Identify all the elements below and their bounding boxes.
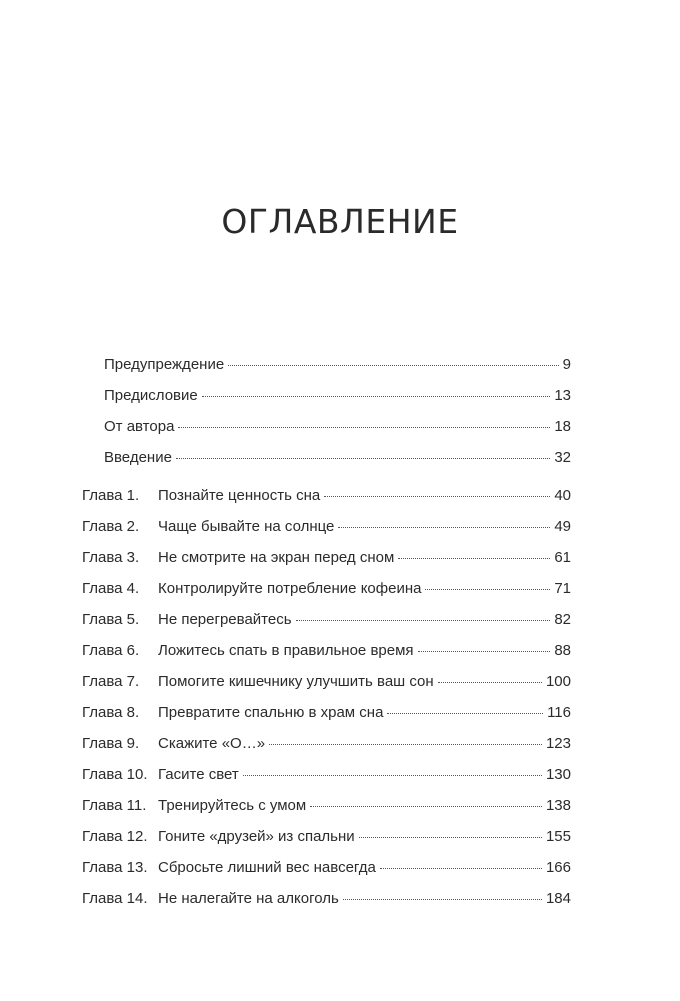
dot-leader <box>425 588 550 590</box>
chapter-label: Глава 9. <box>82 735 140 752</box>
dot-leader <box>202 395 551 397</box>
chapter-title: Ложитесь спать в правильное время <box>158 642 414 659</box>
chapter-page: 130 <box>545 766 571 783</box>
toc-entry-page: 32 <box>554 449 571 466</box>
toc-entry-chapter-1[interactable] <box>82 483 571 509</box>
dot-leader <box>228 364 558 366</box>
dot-leader <box>310 805 542 807</box>
chapter-page: 123 <box>545 735 571 752</box>
page-title: ОГЛАВЛЕНИЕ <box>221 202 459 241</box>
toc-entry-chapter-14[interactable] <box>82 886 571 912</box>
chapter-page: 138 <box>545 797 571 814</box>
dot-leader <box>178 426 550 428</box>
toc-entry-warning[interactable] <box>104 352 571 378</box>
chapter-label: Глава 2. <box>82 518 140 535</box>
chapter-title: Не перегревайтесь <box>158 611 292 628</box>
toc-entry-chapter-7[interactable] <box>82 669 571 695</box>
chapter-page: 166 <box>545 859 571 876</box>
chapter-title: Не налегайте на алкоголь <box>158 890 339 907</box>
chapter-label: Глава 8. <box>82 704 140 721</box>
dot-leader <box>438 681 542 683</box>
toc-entry-chapter-3[interactable] <box>82 545 571 571</box>
dot-leader <box>176 457 550 459</box>
dot-leader <box>359 836 542 838</box>
chapter-label: Глава 7. <box>82 673 140 690</box>
chapter-title: Чаще бывайте на солнце <box>158 518 335 535</box>
dot-leader <box>243 774 542 776</box>
chapter-title: Гасите свет <box>158 766 239 783</box>
toc-entry-chapter-2[interactable] <box>82 514 571 540</box>
chapter-page: 49 <box>554 518 571 535</box>
chapter-label: Глава 14. <box>82 890 148 907</box>
chapter-label: Глава 1. <box>82 487 140 504</box>
toc-entry-from-author[interactable] <box>104 414 571 440</box>
chapter-title: Не смотрите на экран перед сном <box>158 549 395 566</box>
toc-entry-chapter-8[interactable] <box>82 700 571 726</box>
dot-leader <box>418 650 551 652</box>
toc-entry-chapter-5[interactable] <box>82 607 571 633</box>
dot-leader <box>324 495 550 497</box>
chapter-title: Скажите «О…» <box>158 735 266 752</box>
chapter-page: 82 <box>554 611 571 628</box>
toc-entry-chapter-10[interactable] <box>82 762 571 788</box>
toc-entry-page: 9 <box>562 356 571 373</box>
chapter-label: Глава 13. <box>82 859 148 876</box>
toc-entry-page: 18 <box>554 418 571 435</box>
toc-entry-preface[interactable] <box>104 383 571 409</box>
chapter-title: Контролируйте потребление кофеина <box>158 580 422 597</box>
chapter-page: 88 <box>554 642 571 659</box>
toc-entry-page: 13 <box>554 387 571 404</box>
chapter-title: Помогите кишечнику улучшить ваш сон <box>158 673 434 690</box>
chapter-title: Гоните «друзей» из спальни <box>158 828 355 845</box>
toc-entry-chapter-4[interactable] <box>82 576 571 602</box>
toc-entry-title: От автора <box>104 418 175 435</box>
chapter-label: Глава 4. <box>82 580 140 597</box>
dot-leader <box>380 867 542 869</box>
chapter-page: 184 <box>545 890 571 907</box>
toc-entry-title: Предупреждение <box>104 356 225 373</box>
toc-entry-chapter-12[interactable] <box>82 824 571 850</box>
chapter-label: Глава 3. <box>82 549 140 566</box>
toc-entry-introduction[interactable] <box>104 445 571 471</box>
chapter-title: Тренируйтесь с умом <box>158 797 307 814</box>
dot-leader <box>269 743 542 745</box>
chapter-page: 61 <box>554 549 571 566</box>
chapter-label: Глава 12. <box>82 828 148 845</box>
chapter-title: Сбросьте лишний вес навсегда <box>158 859 376 876</box>
toc-entry-chapter-6[interactable] <box>82 638 571 664</box>
chapter-page: 40 <box>554 487 571 504</box>
dot-leader <box>296 619 551 621</box>
toc-entry-chapter-11[interactable] <box>82 793 571 819</box>
chapter-page: 71 <box>554 580 571 597</box>
chapter-page: 155 <box>545 828 571 845</box>
dot-leader <box>398 557 550 559</box>
toc-entry-title: Введение <box>104 449 172 466</box>
dot-leader <box>338 526 550 528</box>
chapter-page: 100 <box>545 673 571 690</box>
toc-entry-title: Предисловие <box>104 387 198 404</box>
toc-entry-chapter-9[interactable] <box>82 731 571 757</box>
chapter-label: Глава 10. <box>82 766 148 783</box>
dot-leader <box>387 712 543 714</box>
chapter-title: Познайте ценность сна <box>158 487 321 504</box>
chapter-label: Глава 5. <box>82 611 140 628</box>
chapter-label: Глава 6. <box>82 642 140 659</box>
chapter-label: Глава 11. <box>82 797 147 814</box>
chapter-page: 116 <box>547 704 571 721</box>
chapter-title: Превратите спальню в храм сна <box>158 704 384 721</box>
dot-leader <box>343 898 542 900</box>
toc-entry-chapter-13[interactable] <box>82 855 571 881</box>
